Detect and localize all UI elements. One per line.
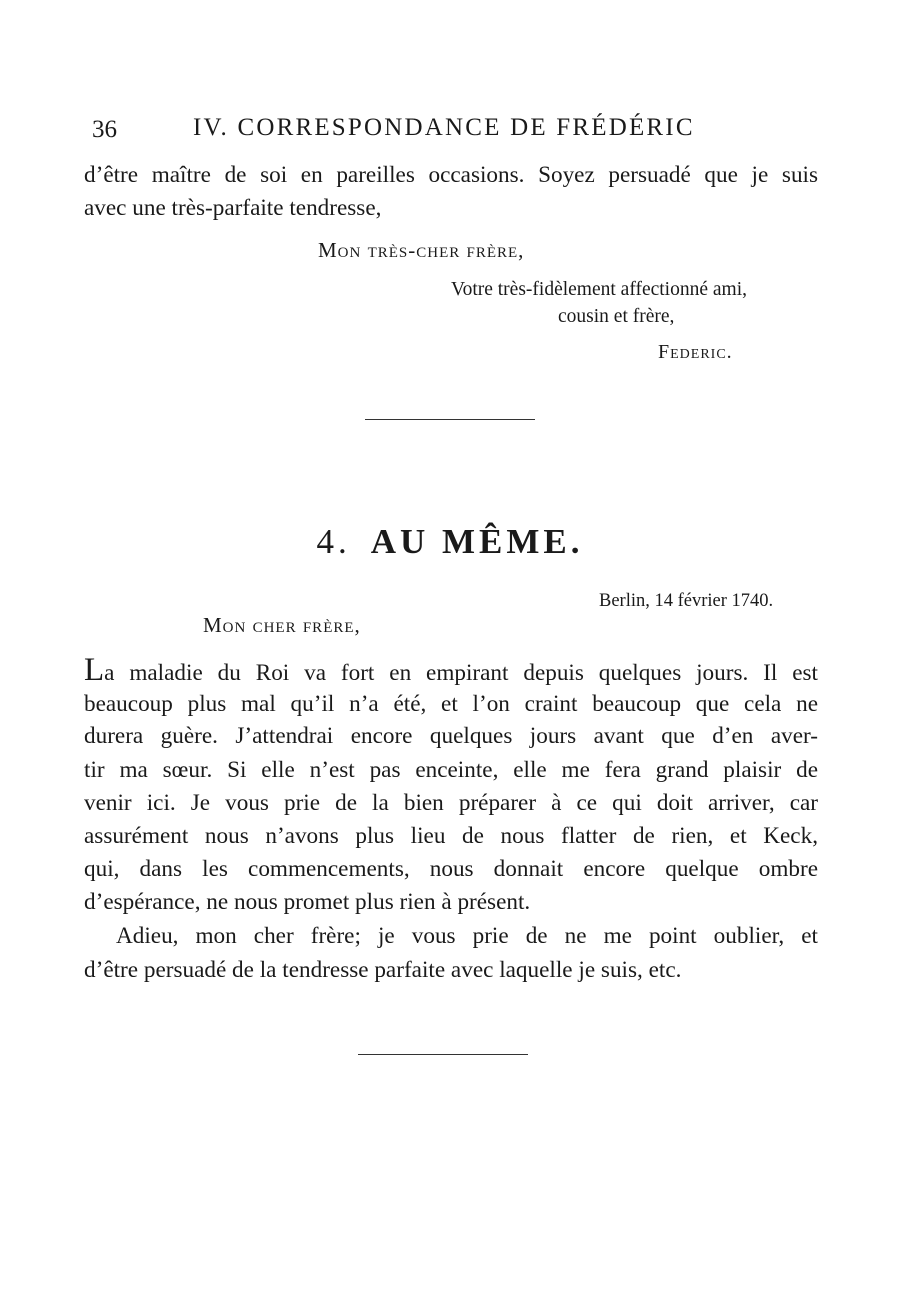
letter-heading: AU MÊME. xyxy=(370,522,584,561)
body-line: assurément nous n’avons plus lieu de nous flatter de rien, et Keck, xyxy=(84,823,818,849)
body-line: durera guère. J’attendrai encore quelques jours avant que d’en aver- xyxy=(84,723,818,749)
page-number: 36 xyxy=(92,116,117,143)
body-line: avec une très-parfaite tendresse, xyxy=(84,195,382,221)
body-line: beaucoup plus mal qu’il n’a été, et l’on craint beaucoup que cela ne xyxy=(84,691,818,717)
body-line: d’être persuadé de la tendresse parfaite avec laquelle je suis, etc. xyxy=(84,957,682,983)
closing-formula-continued: cousin et frère, xyxy=(558,306,675,327)
body-line: tir ma sœur. Si elle n’est pas enceinte, elle me fera grand plaisir de xyxy=(84,757,818,783)
closing-salutation: Mon très-cher frère, xyxy=(318,238,525,262)
body-line: d’être maître de soi en pareilles occasions. Soyez persuadé que je suis xyxy=(84,162,818,188)
running-head: IV. CORRESPONDANCE DE FRÉDÉRIC xyxy=(193,114,695,141)
signature: Federic. xyxy=(658,341,733,363)
body-line: Adieu, mon cher frère; je vous prie de ne me point oublier, et xyxy=(116,923,818,949)
letter-number: 4. xyxy=(316,522,351,561)
letter-title xyxy=(0,522,900,562)
body-line: venir ici. Je vous prie de la bien préparer à ce qui doit arriver, car xyxy=(84,790,818,816)
dateline: Berlin, 14 février 1740. xyxy=(599,591,774,611)
body-line: d’espérance, ne nous promet plus rien à présent. xyxy=(84,889,531,915)
body-line: qui, dans les commencements, nous donnait encore quelque ombre xyxy=(84,856,818,882)
body-line-text: a maladie du Roi va fort en empirant depuis quelques jours. Il est xyxy=(104,660,818,686)
section-divider xyxy=(365,419,535,420)
closing-formula: Votre très-fidèlement affectionné ami, xyxy=(451,279,747,300)
body-line xyxy=(84,652,818,688)
drop-cap: L xyxy=(84,652,105,688)
letter-salutation: Mon cher frère, xyxy=(203,613,361,637)
section-divider xyxy=(358,1054,528,1055)
